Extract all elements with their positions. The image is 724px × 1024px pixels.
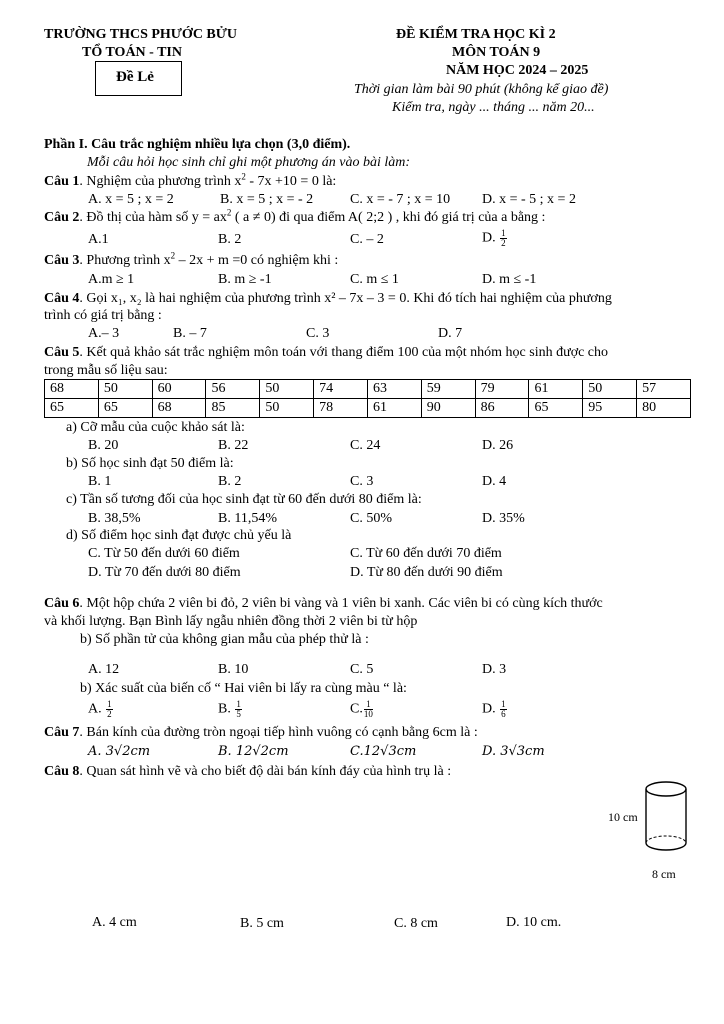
q2-text-a: . Đồ thị của hàm số y = ax [79, 210, 227, 225]
q6c-option-c: C. $\frac{1}{10}$ [350, 699, 373, 719]
q5a-option-b: B. 22 [218, 438, 249, 453]
question-8 [44, 763, 451, 781]
table-cell: 80 [637, 399, 691, 418]
q5a-option-d: D. 26 [482, 438, 514, 453]
table-cell: 85 [206, 399, 260, 418]
q1-text-b: - 7x +10 = 0 là: [245, 174, 337, 189]
q5a-question: a) Cỡ mẫu của cuộc khảo sát là: [66, 420, 245, 435]
part1-note: Mỗi câu hỏi học sinh chỉ ghi một phương án vào bài làm: [87, 155, 411, 170]
q8-label: Câu 8 [44, 764, 80, 779]
q4-label: Câu 4 [44, 291, 80, 306]
q2-sup: 2 [226, 207, 232, 218]
q7-label: Câu 7 [44, 725, 80, 740]
q5d-option-d: D. Từ 80 đến dưới 90 điểm [350, 565, 503, 580]
q6c-option-a: A. $\frac{1}{2}$ [88, 699, 112, 719]
question-3 [44, 252, 338, 270]
q8-option-c: C. 8 cm [394, 916, 438, 931]
variant-label: Đề Lẻ [116, 69, 154, 85]
q3-option-b: B. m ≥ -1 [218, 272, 272, 287]
table-cell: 56 [206, 380, 260, 399]
exam-time: Thời gian làm bài 90 phút (không kể giao đề) [354, 82, 609, 97]
q5b-option-b: B. 2 [218, 474, 242, 489]
fraction: $\frac{1}{10}$ [363, 699, 373, 719]
q2-option-d-fraction: $\frac{1}{2}$ [501, 228, 506, 248]
table-cell: 78 [314, 399, 368, 418]
question-6-line2: và khối lượng. Bạn Bình lấy ngẫu nhiên đồng thời 2 viên bi từ hộp [44, 614, 418, 629]
q6b-option-c: C. 5 [350, 662, 374, 677]
q7-option-d: D. 3√3cm [482, 744, 545, 759]
table-cell: 86 [475, 399, 529, 418]
fraction: $\frac{1}{2}$ [107, 699, 112, 719]
q5d-question: d) Số điểm học sinh đạt được chủ yếu là [66, 528, 292, 543]
q6b-option-d: D. 3 [482, 662, 507, 677]
fraction: $\frac{1}{6}$ [501, 699, 506, 719]
table-row [45, 380, 691, 399]
q3-label: Câu 3 [44, 253, 80, 268]
q6b-option-a: A. 12 [88, 662, 120, 677]
school-name: TRƯỜNG THCS PHƯỚC BỬU [44, 27, 238, 42]
table-cell: 74 [314, 380, 368, 399]
q2-option-a: A.1 [88, 232, 109, 247]
exam-date: Kiểm tra, ngày ... tháng ... năm 20... [392, 100, 595, 115]
table-cell: 61 [529, 380, 583, 399]
q6-label: Câu 6 [44, 596, 80, 611]
q7-option-a: A. 3√2cm [88, 744, 151, 759]
q6-text: . Một hộp chứa 2 viên bi đỏ, 2 viên bi vàng và 1 viên bi xanh. Các viên bi có cùng kích thước [79, 596, 603, 611]
q4-option-b: B. – 7 [173, 326, 207, 341]
q1-label: Câu 1 [44, 174, 80, 189]
q3-text-b: – 2x + m =0 có nghiệm khi : [175, 253, 339, 268]
q8-option-b: B. 5 cm [240, 916, 284, 931]
exam-subject: MÔN TOÁN 9 [452, 45, 541, 60]
table-cell: 95 [583, 399, 637, 418]
q5d-option-b: C. Từ 60 đến dưới 70 điểm [350, 546, 502, 561]
q5c-option-c: C. 50% [350, 511, 392, 526]
question-4-line1 [44, 290, 612, 308]
q5b-question: b) Số học sinh đạt 50 điểm là: [66, 456, 234, 471]
table-cell: 60 [152, 380, 206, 399]
question-6-line1 [44, 595, 603, 613]
q8-option-a: A. 4 cm [92, 915, 137, 930]
q7-option-b: B. 12√2cm [218, 744, 289, 759]
q6c-option-d: D. $\frac{1}{6}$ [482, 699, 506, 719]
question-5-line1 [44, 344, 608, 362]
table-cell: 61 [367, 399, 421, 418]
cylinder-bottom-back [646, 836, 686, 843]
q6c-option-b: B. $\frac{1}{5}$ [218, 699, 241, 719]
q4-text: . Gọi x₁, x₂ là hai nghiệm của phương trình x² – 7x – 3 = 0. Khi đó tích hai nghiệm của phương [79, 291, 612, 306]
question-2 [44, 209, 545, 227]
q2-option-b: B. 2 [218, 232, 242, 247]
cylinder-width-label: 8 cm [652, 867, 676, 881]
table-cell: 90 [421, 399, 475, 418]
table-cell: 65 [529, 399, 583, 418]
table-cell: 65 [45, 399, 99, 418]
q3-text-a: . Phương trình x [79, 253, 171, 268]
q5a-option-a: B. 20 [88, 438, 119, 453]
q2-text-b: ( a ≠ 0) đi qua điểm A( 2;2 ) , khi đó giá trị của a bằng : [231, 210, 546, 225]
fraction: $\frac{1}{5}$ [236, 699, 241, 719]
q5d-option-a: C. Từ 50 đến dưới 60 điểm [88, 546, 240, 561]
table-cell: 79 [475, 380, 529, 399]
table-cell: 68 [152, 399, 206, 418]
q3-option-d: D. m ≤ -1 [482, 272, 537, 287]
q5b-option-c: C. 3 [350, 474, 374, 489]
q5c-option-b: B. 11,54% [218, 511, 277, 526]
table-cell: 63 [367, 380, 421, 399]
q3-sup: 2 [170, 250, 176, 261]
q1-option-a: A. x = 5 ; x = 2 [88, 192, 174, 207]
table-cell: 68 [45, 380, 99, 399]
table-cell: 50 [260, 380, 314, 399]
q6b-question: b) Số phần tử của không gian mẫu của phép thử là : [80, 632, 369, 647]
cylinder-figure [600, 775, 710, 890]
q5-label: Câu 5 [44, 345, 80, 360]
question-5-line2: trong mẫu số liệu sau: [44, 363, 168, 378]
question-1 [44, 173, 336, 191]
question-4-line2: trình có giá trị bằng : [44, 308, 162, 323]
q5-data-table [44, 379, 691, 418]
q2-option-c: C. – 2 [350, 232, 384, 247]
table-cell: 65 [98, 399, 152, 418]
q3-option-c: C. m ≤ 1 [350, 272, 399, 287]
q5-text: . Kết quả khảo sát trắc nghiệm môn toán với thang điểm 100 của một nhóm học sinh được cho [79, 345, 609, 360]
department: TỔ TOÁN - TIN [82, 45, 182, 60]
cylinder-height-label: 10 cm [608, 810, 638, 824]
cylinder-top [646, 782, 686, 796]
table-row [45, 399, 691, 418]
q5c-question: c) Tần số tương đối của học sinh đạt từ 60 đến dưới 80 điểm là: [66, 492, 422, 507]
question-7 [44, 724, 478, 742]
table-cell: 50 [98, 380, 152, 399]
q2-option-d-label: D. [482, 230, 496, 246]
table-cell: 50 [583, 380, 637, 399]
q3-option-a: A.m ≥ 1 [88, 272, 135, 287]
q7-text: . Bán kính của đường tròn ngoại tiếp hình vuông có cạnh bằng 6cm là : [79, 725, 478, 740]
table-cell: 57 [637, 380, 691, 399]
q8-text: . Quan sát hình vẽ và cho biết độ dài bán kính đáy của hình trụ là : [79, 764, 452, 779]
q1-option-c: C. x = - 7 ; x = 10 [350, 192, 451, 207]
q1-text-a: . Nghiệm của phương trình x [79, 174, 242, 189]
q5a-option-c: C. 24 [350, 438, 381, 453]
cylinder-bottom-front [646, 843, 686, 850]
q6c-question: b) Xác suất của biến cố “ Hai viên bi lấy ra cùng màu “ là: [80, 681, 407, 696]
q5d-option-c: D. Từ 70 đến dưới 80 điểm [88, 565, 241, 580]
q6b-option-b: B. 10 [218, 662, 249, 677]
exam-year: NĂM HỌC 2024 – 2025 [446, 63, 589, 78]
q2-label: Câu 2 [44, 210, 80, 225]
q4-option-d: D. 7 [438, 326, 463, 341]
q4-option-a: A.– 3 [88, 326, 120, 341]
part1-title: Phần I. Câu trắc nghiệm nhiều lựa chọn (3,0 điểm). [44, 137, 351, 152]
q1-sup: 2 [241, 171, 246, 182]
q1-option-d: D. x = - 5 ; x = 2 [482, 192, 576, 207]
q5c-option-d: D. 35% [482, 511, 525, 526]
table-cell: 50 [260, 399, 314, 418]
q5b-option-a: B. 1 [88, 474, 112, 489]
q8-option-d: D. 10 cm. [506, 915, 562, 930]
q1-option-b: B. x = 5 ; x = - 2 [220, 192, 314, 207]
q2-option-d [482, 229, 508, 248]
q5b-option-d: D. 4 [482, 474, 507, 489]
exam-title: ĐỀ KIỂM TRA HỌC KÌ 2 [396, 27, 556, 42]
q5c-option-a: B. 38,5% [88, 511, 141, 526]
q7-option-c: C.12√3cm [350, 744, 417, 759]
q4-option-c: C. 3 [306, 326, 330, 341]
table-cell: 59 [421, 380, 475, 399]
